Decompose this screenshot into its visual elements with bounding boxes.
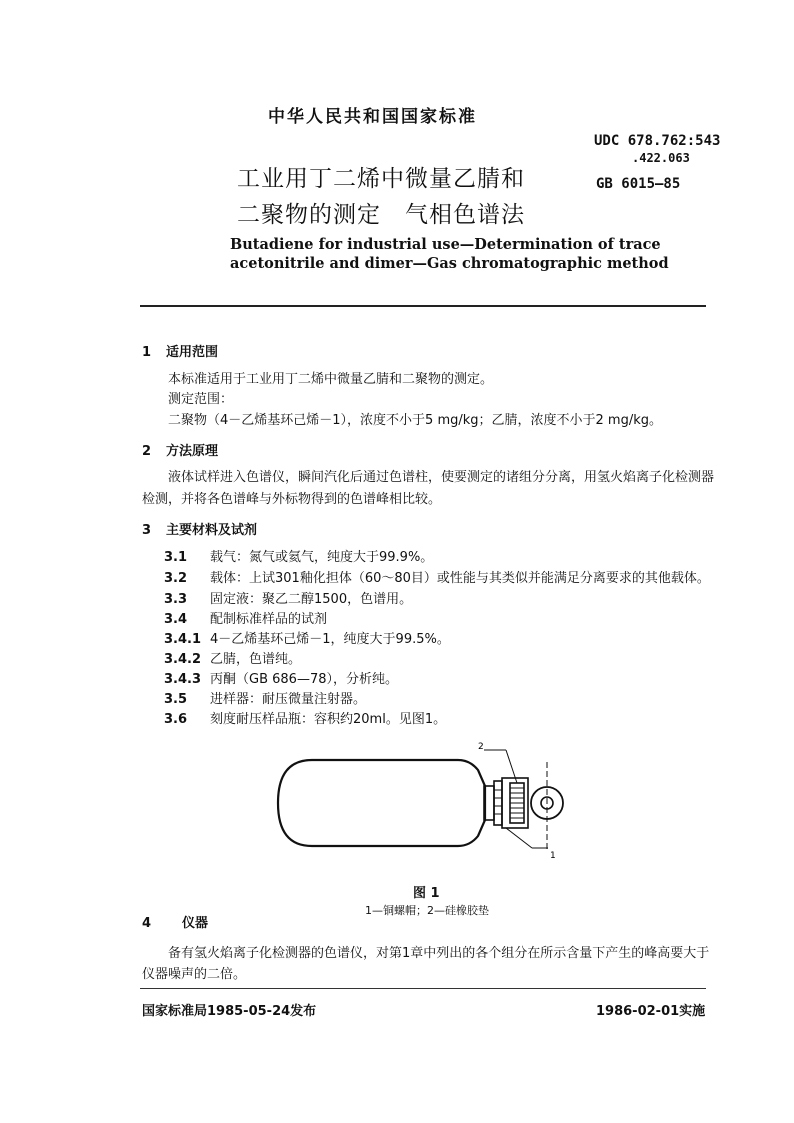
udc-code-continued: .422.063 (632, 151, 690, 165)
section-title: 仪器 (182, 916, 209, 931)
section-number: 3 (142, 523, 152, 538)
leader-line-1 (506, 828, 532, 848)
section-4-paragraph-1: 备有氢火焰离子化检测器的色谱仪，对第1章中列出的各个组分在所示含量下产生的峰高要大于 (168, 946, 710, 961)
list-item: 3.4 配制标准样品的试剂 (164, 612, 328, 627)
section-4-heading (142, 912, 208, 931)
section-2-paragraph-1: 液体试样进入色谱仪，瞬间汽化后通过色谱柱，使要测定的诸组分分离，用氢火焰离子化检测器 (168, 470, 715, 485)
figure-legend: 1—铜螺帽；2—硅橡胶垫 (365, 904, 489, 917)
list-item: 3.6 刻度耐压样品瓶：容积约20ml。见图1。 (164, 712, 447, 727)
issue-date: 国家标准局1985-05-24发布 (142, 1004, 317, 1019)
section-4-paragraph-2: 仪器噪声的二倍。 (142, 967, 247, 982)
footer-divider (140, 988, 706, 989)
figure-caption: 图 1 (413, 886, 440, 901)
list-item: 3.4.1 4－乙烯基环己烯－1，纯度大于99.5%。 (164, 632, 450, 647)
section-title: 方法原理 (166, 444, 219, 459)
list-item: 3.4.3 丙酮（GB 686—78），分析纯。 (164, 672, 398, 687)
section-number: 2 (142, 444, 152, 459)
section-1-heading (142, 341, 218, 360)
list-item: 3.2 载体：上试301釉化担体（60～80目）或性能与其类似并能满足分离要求的其他载体。 (164, 571, 710, 586)
sample-bottle-figure (270, 738, 580, 868)
title-en-line1: Butadiene for industrial use—Determination of trace (230, 236, 661, 253)
udc-code: UDC 678.762:543 (594, 133, 721, 149)
section-1-paragraph-1: 本标准适用于工业用丁二烯中微量乙腈和二聚物的测定。 (168, 372, 494, 387)
bottle-body (278, 760, 485, 846)
gb-standard-number: GB 6015—85 (596, 176, 681, 192)
title-en-line2: acetonitrile and dimer—Gas chromatographic method (230, 255, 669, 272)
section-title: 适用范围 (166, 345, 219, 360)
org-header: 中华人民共和国国家标准 (268, 107, 477, 127)
section-2-paragraph-2: 检测，并将各色谱峰与外标物得到的色谱峰相比较。 (142, 492, 442, 507)
section-title: 主要材料及试剂 (166, 523, 258, 538)
header-divider (140, 305, 706, 307)
list-item: 3.5 进样器：耐压微量注射器。 (164, 692, 367, 707)
list-item: 3.3 固定液：聚乙二醇1500，色谱用。 (164, 592, 413, 607)
figure-label-2: 2 (478, 742, 484, 752)
figure-label-1: 1 (550, 851, 556, 861)
list-item: 3.4.2 乙腈，色谱纯。 (164, 652, 302, 667)
effective-date: 1986-02-01实施 (596, 1004, 706, 1019)
bottle-collar (494, 781, 502, 825)
section-number: 4 (142, 916, 152, 931)
title-cn-line1: 工业用丁二烯中微量乙腈和 (237, 166, 525, 192)
section-1-paragraph-3: 二聚物（4－乙烯基环己烯－1），浓度不小于5 mg/kg；乙腈，浓度不小于2 mg/kg。 (168, 413, 663, 428)
section-1-paragraph-2: 测定范围： (168, 392, 234, 407)
section-3-heading (142, 519, 257, 538)
list-item: 3.1 载气：氮气或氦气，纯度大于99.9%。 (164, 550, 434, 565)
section-2-heading (142, 440, 218, 459)
title-cn-line2: 二聚物的测定 气相色谱法 (237, 202, 525, 228)
section-number: 1 (142, 345, 152, 360)
